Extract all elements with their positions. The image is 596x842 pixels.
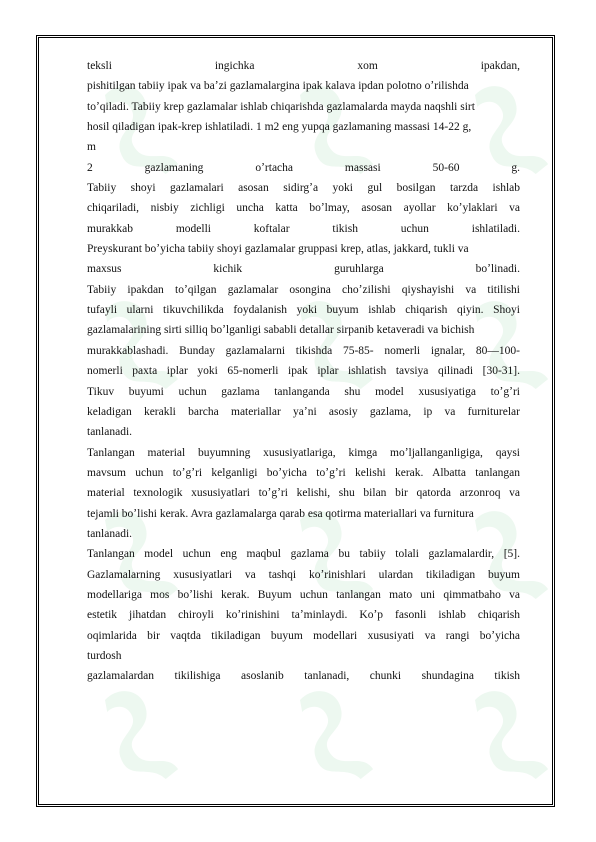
text-line: nomerli paxta iplar yoki 65-nomerli ipak iplar ishlatish tavsiya qilinadi [30-31]. <box>87 365 520 378</box>
text-line: gazlamalardan tikilishiga asoslanib tanlanadi, chunki shundagina tikish <box>87 670 520 683</box>
text-line: turdosh <box>87 649 122 662</box>
text-line: material texnologik xususiyatlari toʼgʼri kelishi, shu bilan bir qatorda arzonroq va <box>87 487 520 500</box>
text-line: hosil qiladigan ipak-krep ishlatiladi. 1 m2 eng yupqa gazlamaning massasi 14-22 g, <box>87 121 472 134</box>
text-line: Tikuv buyumi uchun gazlama tanlanganda shu model xususiyatiga toʼgʼri <box>87 385 520 398</box>
text-line: modellariga mos boʼlishi kerak. Buyum uchun tanlangan mato uni qimmatbaho va <box>87 588 520 601</box>
text-line: estetik jihatdan chiroyli koʼrinishini taʼminlaydi. Koʼp fasonli ishlab chiqarish <box>87 609 520 622</box>
text-line: tejamli boʼlishi kerak. Avra gazlamalarga qarab esa qotirma materiallari va furnitura <box>87 507 474 520</box>
text-line: murakkablashadi. Bunday gazlamalarni tikishda 75-85- nomerli ignalar, 80—100- <box>87 344 520 357</box>
text-line: Tabiiy ipakdan toʼqilgan gazlamalar osongina choʼzilishi qiyshayishi va titilishi <box>87 283 520 296</box>
text-line: maxsus kichik guruhlarga boʼlinadi. <box>87 263 520 276</box>
text-line: teksli ingichka xom ipakdan, <box>87 60 520 72</box>
text-line: tufayli ularni tikuvchilikda foydalanish yoki buyum ishlab chiqarish qiyin. Shoyi <box>87 304 520 317</box>
text-line: toʼqiladi. Tabiiy krep gazlamalar ishlab chiqarishda gazlamalarda mayda naqshli sirt <box>87 100 475 113</box>
text-line: gazlamalarining sirti silliq boʼlganligi sababli detallar sirpanib ketaveradi va bichish <box>87 324 475 337</box>
text-line: mavsum uchun toʼgʼri kelganligi boʼyicha toʼgʼri kelishi kerak. Albatta tanlangan <box>87 466 520 479</box>
text-line: tanlanadi. <box>87 527 133 540</box>
text-line: Tabiiy shoyi gazlamalari asosan sidirgʼa yoki gul bosilgan tarzda ishlab <box>87 182 520 195</box>
text-line: pishitilgan tabiiy ipak va baʼzi gazlamalargina ipak kalava ipdan polotno oʼrilishda <box>87 80 469 93</box>
text-line: Tanlangan model uchun eng maqbul gazlama bu tabiiy tolali gazlamalardir, [5]. <box>87 548 520 561</box>
text-line: keladigan kerakli barcha materiallar yaʼni asosiy gazlama, ip va furniturelar <box>87 405 520 418</box>
text-line: oqimlarida bir vaqtda tikiladigan buyum modellari xususiyati va rangi boʼyicha <box>87 629 520 642</box>
text-line: murakkab modelli koftalar tikish uchun ishlatiladi. <box>87 222 520 235</box>
text-line: chiqariladi, nisbiy zichligi uncha katta boʼlmay, asosan ayollar koʼylaklari va <box>87 202 520 215</box>
text-line: Preyskurant boʼyicha tabiiy shoyi gazlamalar gruppasi krep, atlas, jakkard, tukli va <box>87 243 469 256</box>
body-text <box>87 56 520 687</box>
text-line: m <box>87 141 96 154</box>
text-line: tanlanadi. <box>87 426 133 439</box>
text-line: Tanlangan material buyumning xususiyatlariga, kimga moʼljallanganligiga, qaysi <box>87 446 520 459</box>
text-line: 2 gazlamaning oʼrtacha massasi 50-60 g. <box>87 161 520 174</box>
text-line: Gazlamalarning xususiyatlari va tashqi koʼrinishlari ulardan tikiladigan buyum <box>87 568 520 581</box>
